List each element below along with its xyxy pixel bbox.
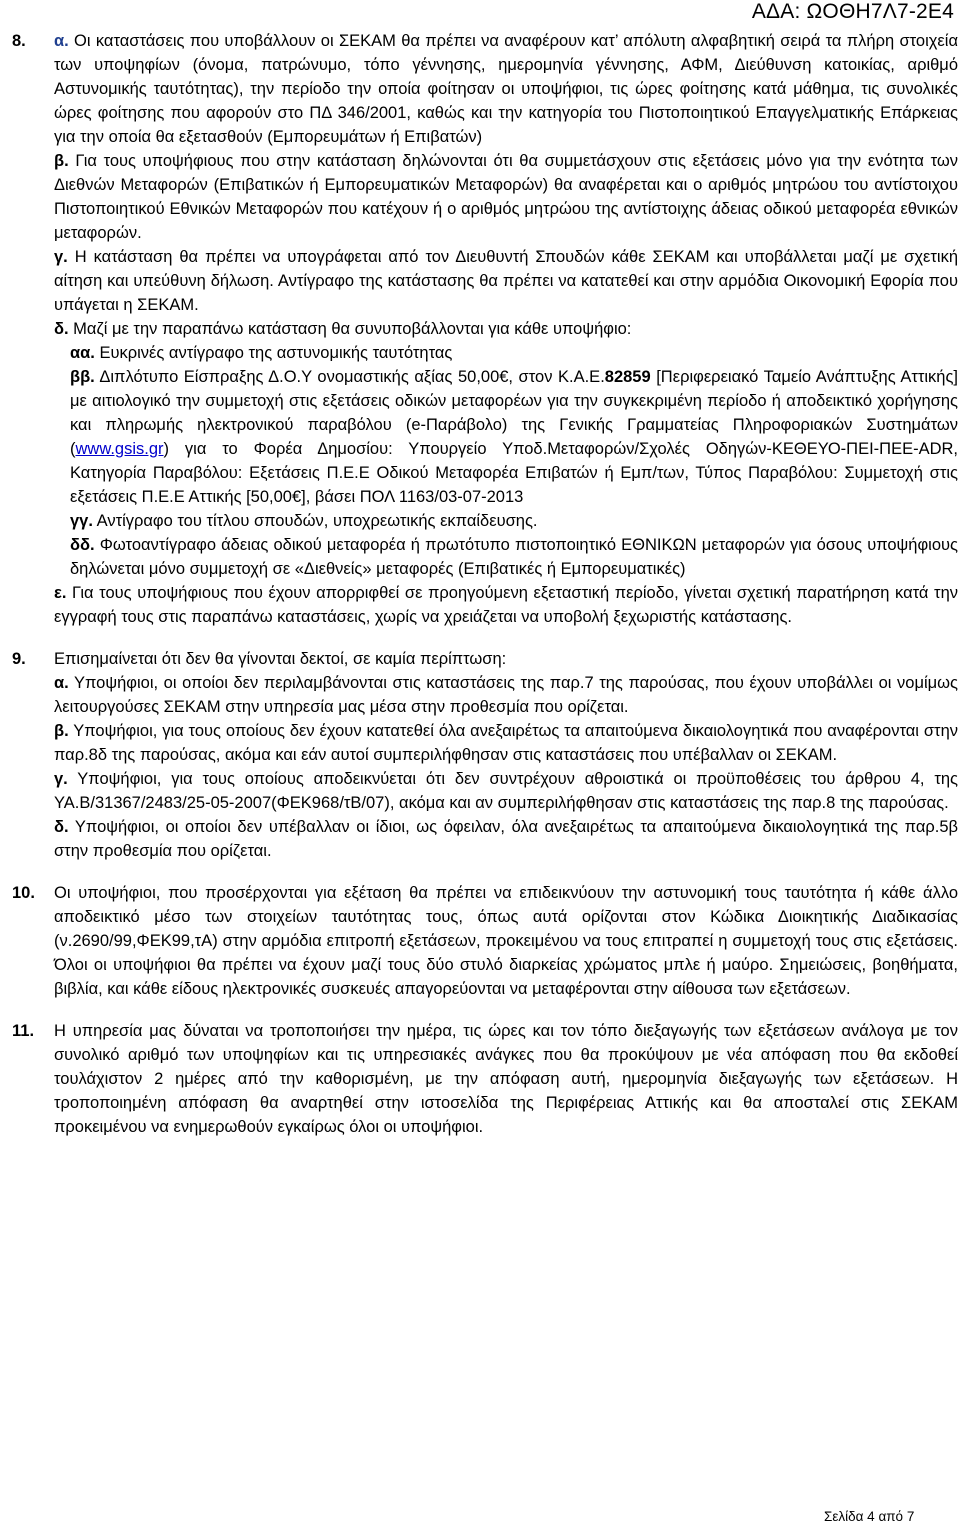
item-text: Για τους υποψήφιους που έχουν απορριφθεί σε προηγούμενη εξεταστική περίοδο, γίνεται σχετική παρατήρηση κατά την εγγραφή τους στις παραπάνω καταστάσεις, χωρίς να χρειάζεται να υποβολή ξεχωριστής κατάστασης.	[54, 584, 958, 626]
item-text: Η κατάσταση θα πρέπει να υπογράφεται από τον Διευθυντή Σπουδών κάθε ΣΕΚΑΜ και υποβάλλεται μαζί με σχετική αίτηση και υπεύθυνη δήλωση. Αντίγραφο της κατάστασης θα πρέπει να κατατεθεί και στην αρμόδια Οικονομική Εφορία που υπάγεται η ΣΕΚΑΜ.	[54, 248, 958, 314]
item-text: Οι καταστάσεις που υποβάλλουν οι ΣΕΚΑΜ θα πρέπει να αναφέρουν κατ’ απόλυτη αλφαβητική σειρά τα πλήρη στοιχεία των υποψηφίων (όνομα, πατρώνυμο, τόπο γέννησης, ημερομηνία γέννησης, ΑΦΜ, Διεύθυνση κατοικίας, αριθμό Αστυνομικής ταυτότητας), την περίοδο την οποία φοίτησαν οι υποψήφιοι, τις ώρες φοίτησης κατά μάθημα, τις συνολικές ώρες φοίτησης που αφορούν στο ΠΔ 346/2001, καθώς και την κατηγορία του Πιστοποιητικού Επαγγελματικής Επάρκειας για την οποία θα εξετασθούν (Εμπορευμάτων ή Επιβατών)	[54, 32, 958, 146]
item-text: Μαζί με την παραπάνω κατάσταση θα συνυποβάλλονται για κάθε υποψήφιο:	[68, 320, 632, 338]
item-label: α.	[54, 32, 69, 50]
item-label: β.	[54, 152, 69, 170]
paragraph-9a	[54, 671, 958, 719]
item-text: Υποψήφιοι, για τους οποίους αποδεικνύεται ότι δεν συντρέχουν αθροιστικά οι προϋποθέσεις του άρθρου 4, της ΥΑ.Β/31367/2483/25-05-2007(ΦΕΚ968/τΒ/07), ακόμα και αν συμπεριλήφθησαν στις καταστάσεις της παρ.8 της παρούσας.	[54, 770, 958, 812]
section-body	[54, 647, 958, 863]
paragraph-text: Όλοι οι υποψήφιοι θα πρέπει να έχουν μαζί τους δύο στυλό διαρκείας χρώματος μπλε ή μαύρο. Σημειώσεις, βοηθήματα, βιβλία, και κάθε είδους ηλεκτρονικές συσκευές απαγορεύονται να μεταφέρονται στην αίθουσα των εξετάσεων.	[54, 956, 958, 998]
paragraph-8e	[54, 581, 958, 629]
kae-code: 82859	[604, 368, 651, 386]
item-text: Υποψήφιοι, οι οποίοι δεν περιλαμβάνονται στις καταστάσεις της παρ.7 της παρούσας, που έχουν υποβάλλει οι νομίμως λειτουργούσες ΣΕΚΑΜ στην υπηρεσία μας μέσα στην προθεσμία που ορίζεται.	[54, 674, 958, 716]
item-text: Υποψήφιοι, οι οποίοι δεν υπέβαλλαν οι ίδιοι, ως όφειλαν, όλα ανεξαιρέτως τα απαιτούμενα δικαιολογητικά της παρ.5β στην προθεσμία που ορίζεται.	[54, 818, 958, 860]
item-label: αα.	[70, 344, 95, 362]
section-body	[54, 29, 958, 629]
section-8	[12, 29, 958, 629]
paragraph-8d	[54, 317, 958, 341]
item-text: ) για το Φορέα Δημοσίου: Υπουργείο Υποδ.Μεταφορών/Σχολές Οδηγών-ΚΕΘΕΥΟ-ΠΕΙ-ΠΕΕ-ADR, Κατηγορία Παραβόλου: Εξετάσεις Π.Ε.Ε Οδικού Μεταφορέα Επιβατών ή Εμπ/των, Τύπος Παραβόλου: Συμμετοχή στις εξετάσεις Π.Ε.Ε Αττικής [50,00€], βάσει ΠΟΛ 1163/03-07-2013	[70, 440, 958, 506]
item-text: Υποψήφιοι, για τους οποίους δεν έχουν κατατεθεί όλα ανεξαιρέτως τα απαιτούμενα δικαιολογητικά που αναφέρονται στην παρ.8δ της παρούσας, ακόμα και εάν αυτοί συμπεριλήφθησαν στις καταστάσεις που υπέβαλλαν οι ΣΕΚΑΜ.	[54, 722, 958, 764]
paragraph-8b	[54, 149, 958, 245]
section-body	[54, 1019, 958, 1139]
document-body	[12, 29, 958, 1139]
item-label: δ.	[54, 320, 69, 338]
paragraph-9d	[54, 815, 958, 863]
item-label: ββ.	[70, 368, 95, 386]
item-label: γ.	[54, 770, 68, 788]
item-text: [Περιφερειακό Ταμείο Ανάπτυξης Αττικής] με αιτιολογικό την συμμετοχή στις εξετάσεις οδικών μεταφορέων για την συγκεκριμένη περίοδο ή αποδεικτικό χορήγησης και πληρωμής ηλεκτρονικού παραβόλου (e-Παράβολο) της Γενικής Γραμματείας Πληροφοριακών Συστημάτων (	[70, 368, 958, 458]
item-label: γγ.	[70, 512, 93, 530]
paragraph-8a	[54, 29, 958, 149]
item-label: β.	[54, 722, 69, 740]
item-label: ε.	[54, 584, 67, 602]
section-11	[12, 1019, 958, 1139]
section-10	[12, 881, 958, 1001]
item-text: Αντίγραφο του τίτλου σπουδών, υποχρεωτικής εκπαίδευσης.	[92, 512, 538, 530]
paragraph-8aa	[54, 341, 958, 365]
item-label: γ.	[54, 248, 68, 266]
item-text: Διπλότυπο Είσπραξης Δ.Ο.Υ ονομαστικής αξίας 50,00€, στον Κ.Α.Ε.	[94, 368, 605, 386]
item-label: δ.	[54, 818, 69, 836]
section-number: 11.	[12, 1022, 35, 1040]
paragraph-10	[54, 881, 958, 1001]
paragraph-9-intro: Επισημαίνεται ότι δεν θα γίνονται δεκτοί, σε καμία περίπτωση:	[54, 650, 507, 668]
item-text: Για τους υποψήφιους που στην κατάσταση δηλώνονται ότι θα συμμετάσχουν στις εξετάσεις μόνο για την ενότητα των Διεθνών Μεταφορών (Επιβατικών ή Εμπορευματικών Μεταφορών) θα αναφέρεται και ο αριθμός μητρώου του αντίστοιχου Πιστοποιητικού Εθνικών Μεταφορών που κατέχουν ή ο αριθμός μητρώου της αντίστοιχης άδειας οδικού μεταφορέα εθνικών μεταφορών.	[54, 152, 958, 242]
paragraph-8bb	[54, 365, 958, 509]
item-text: Ευκρινές αντίγραφο της αστυνομικής ταυτότητας	[94, 344, 453, 362]
gsis-link[interactable]: www.gsis.gr	[75, 440, 164, 458]
paragraph-8dd	[54, 533, 958, 581]
section-number: 10.	[12, 884, 35, 902]
item-label: δδ.	[70, 536, 95, 554]
paragraph-9b	[54, 719, 958, 767]
paragraph-11: Η υπηρεσία μας δύναται να τροποποιήσει την ημέρα, τις ώρες και τον τόπο διεξαγωγής των εξετάσεων ανάλογα με τον συνολικό αριθμό των υποψηφίων και τις υπηρεσιακές ανάγκες που θα προκύψουν με νέα απόφαση που θα εκδοθεί τουλάχιστον 2 ημέρες από την καθορισμένη, με την απόφαση αυτή, ημερομηνία διεξαγωγής των εξετάσεων. Η τροποποιημένη απόφαση θα αναρτηθεί στην ιστοσελίδα της Περιφέρειας Αττικής και θα αποσταλεί στις ΣΕΚΑΜ προκειμένου να ενημερωθούν εγκαίρως όλοι οι υποψήφιοι.	[54, 1022, 958, 1136]
section-number: 9.	[12, 650, 26, 668]
paragraph-8gg	[54, 509, 958, 533]
item-label: α.	[54, 674, 69, 692]
item-text: Φωτοαντίγραφο άδειας οδικού μεταφορέα ή πρωτότυπο πιστοποιητικό ΕΘΝΙΚΩΝ μεταφορών για όσους υποψήφιους δηλώνεται μόνο συμμετοχή σε «Διεθνείς» μεταφορές (Επιβατικές ή Εμπορευματικές)	[70, 536, 958, 578]
section-9	[12, 647, 958, 863]
paragraph-8c	[54, 245, 958, 317]
section-number: 8.	[12, 32, 26, 50]
page-number: Σελίδα 4 από 7	[824, 1509, 915, 1524]
ada-header: ΑΔΑ: ΩΟΘΗ7Λ7-2Ε4	[751, 0, 954, 23]
section-body	[54, 881, 958, 1001]
paragraph-9c	[54, 767, 958, 815]
paragraph-text: Οι υποψήφιοι, που προσέρχονται για εξέταση θα πρέπει να επιδεικνύουν την αστυνομική τους ταυτότητα ή κάθε άλλο αποδεικτικό μέσο των στοιχείων ταυτότητας τους, όπως αυτά ορίζονται στον Κώδικα Διοικητικής Διαδικασίας (ν.2690/99,ΦΕΚ99,τΑ) στην αρμόδια επιτροπή εξετάσεων, προκειμένου να τους επιτραπεί η συμμετοχή τους στις εξετάσεις.	[54, 884, 958, 950]
